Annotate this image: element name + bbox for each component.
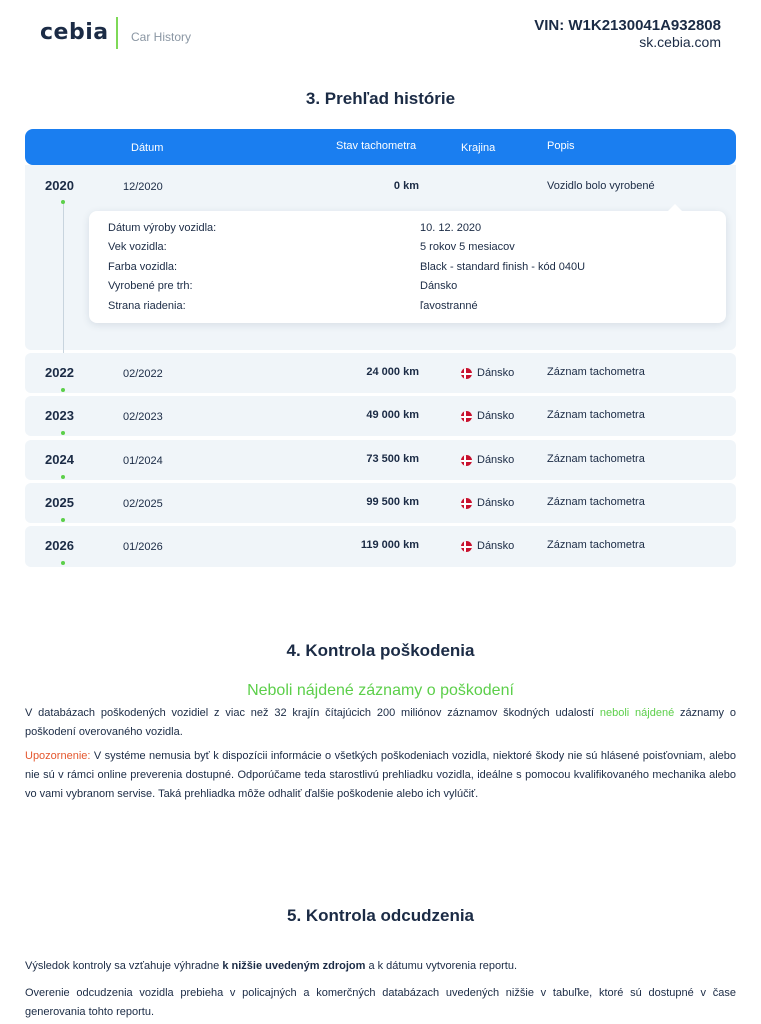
timeline-dot	[61, 200, 65, 204]
column-country: Krajina	[461, 142, 496, 154]
theft-paragraph-2: Overenie odcudzenia vozidla prebieha v policajných a komerčných databázach uvedených nižšie v tabuľke, ktoré sú dostupné v čase generovania tohto reportu.	[25, 987, 736, 1018]
timeline-dot	[61, 561, 65, 565]
history-row-2026	[25, 526, 736, 567]
damage-text: V databázach poškodených vozidiel z viac než 32 krajín čítajúcich 200 miliónov záznamov škodných udalostí	[25, 707, 600, 719]
section-3-title: 3. Prehľad histórie	[305, 89, 456, 108]
row-year: 2024	[45, 452, 74, 467]
damage-paragraph	[25, 704, 736, 742]
row-description: Záznam tachometra	[547, 539, 645, 551]
timeline-line	[63, 201, 64, 361]
row-date: 01/2026	[123, 541, 163, 553]
timeline-dot	[61, 475, 65, 479]
row-km: 119 000 km	[360, 539, 419, 551]
timeline-dot	[61, 388, 65, 392]
row-date: 02/2023	[123, 411, 163, 423]
section-4-title: 4. Kontrola poškodenia	[286, 641, 475, 660]
row-description: Záznam tachometra	[547, 409, 645, 421]
section-5-title: 5. Kontrola odcudzenia	[286, 906, 475, 925]
damage-result-title: Neboli nájdené záznamy o poškodení	[247, 682, 514, 699]
row-date: 12/2020	[123, 181, 163, 193]
damage-warning	[25, 747, 736, 804]
detail-value: 10. 12. 2020	[420, 222, 482, 234]
detail-label: Dátum výroby vozidla:	[108, 222, 217, 234]
row-year: 2020	[45, 178, 74, 193]
column-date: Dátum	[131, 142, 164, 154]
history-row-2022	[25, 353, 736, 393]
theft-text-end: a k dátumu vytvorenia reportu.	[365, 960, 518, 972]
row-year: 2022	[45, 365, 74, 380]
page-header	[0, 0, 761, 70]
detail-value: Dánsko	[420, 280, 458, 292]
row-country: Dánsko	[477, 410, 515, 422]
denmark-flag-icon	[461, 541, 472, 552]
detail-label: Vyrobené pre trh:	[108, 280, 193, 292]
row-country: Dánsko	[477, 367, 515, 379]
detail-label: Vek vozidla:	[108, 241, 167, 253]
damage-text-end: záznamy o poškodení overovaného vozidla.	[25, 707, 736, 738]
timeline-dot	[61, 518, 65, 522]
timeline-dot	[61, 431, 65, 435]
row-description: Záznam tachometra	[547, 453, 645, 465]
column-odometer: Stav tachometra	[336, 140, 417, 152]
detail-value: Black - standard finish - kód 040U	[420, 261, 586, 273]
denmark-flag-icon	[461, 411, 472, 422]
column-description: Popis	[547, 140, 575, 152]
detail-label: Strana riadenia:	[108, 300, 186, 312]
denmark-flag-icon	[461, 455, 472, 466]
theft-text: Výsledok kontroly sa vzťahuje výhradne	[25, 960, 223, 972]
row-date: 02/2025	[123, 498, 163, 510]
row-description: Vozidlo bolo vyrobené	[547, 180, 655, 192]
row-description: Záznam tachometra	[547, 366, 645, 378]
detail-label: Farba vozidla:	[108, 261, 178, 273]
site-url: sk.cebia.com	[639, 34, 721, 50]
detail-value: 5 rokov 5 mesiacov	[420, 241, 515, 253]
row-country: Dánsko	[477, 454, 515, 466]
damage-highlight: neboli nájdené	[599, 707, 675, 719]
row-year: 2023	[45, 408, 74, 423]
history-row-2024	[25, 440, 736, 480]
row-km: 0 km	[393, 180, 419, 192]
logo-subtitle: Car History	[131, 30, 192, 44]
row-date: 02/2022	[123, 368, 163, 380]
history-row-2023	[25, 396, 736, 436]
warning-text: V systéme nemusia byť k dispozícii informácie o všetkých poškodeniach vozidla, niektoré škody nie sú hlásené poisťovniam, alebo nie sú v rámci online preverenia dostupné. Odporúčame teda starostlivú prehliadku vozidla, ideálne s pomocou kvalifikovaného mechanika alebo vo vami vybranom servise. Taká prehliadka môže odhaliť ďalšie poškodenie alebo ich vylúčiť.	[25, 750, 736, 800]
vehicle-details-card	[89, 211, 726, 323]
row-km: 73 500 km	[366, 453, 419, 465]
history-table-header	[25, 129, 736, 165]
vin-number: VIN: W1K2130041A932808	[534, 17, 721, 34]
row-country: Dánsko	[477, 540, 515, 552]
denmark-flag-icon	[461, 368, 472, 379]
theft-bold-text: k nižšie uvedeným zdrojom	[222, 960, 366, 972]
card-caret	[668, 204, 682, 211]
row-km: 49 000 km	[366, 409, 419, 421]
denmark-flag-icon	[461, 498, 472, 509]
row-year: 2026	[45, 538, 74, 553]
warning-label: Upozornenie:	[25, 750, 91, 762]
row-country: Dánsko	[477, 497, 515, 509]
detail-value: ľavostranné	[420, 300, 478, 312]
history-row-2025	[25, 483, 736, 523]
row-year: 2025	[45, 495, 74, 510]
logo-divider	[116, 17, 118, 49]
cebia-logo: cebia	[40, 20, 109, 45]
row-km: 99 500 km	[366, 496, 419, 508]
row-description: Záznam tachometra	[547, 496, 645, 508]
theft-paragraph-1	[25, 957, 736, 976]
row-km: 24 000 km	[366, 366, 419, 378]
row-date: 01/2024	[123, 455, 163, 467]
